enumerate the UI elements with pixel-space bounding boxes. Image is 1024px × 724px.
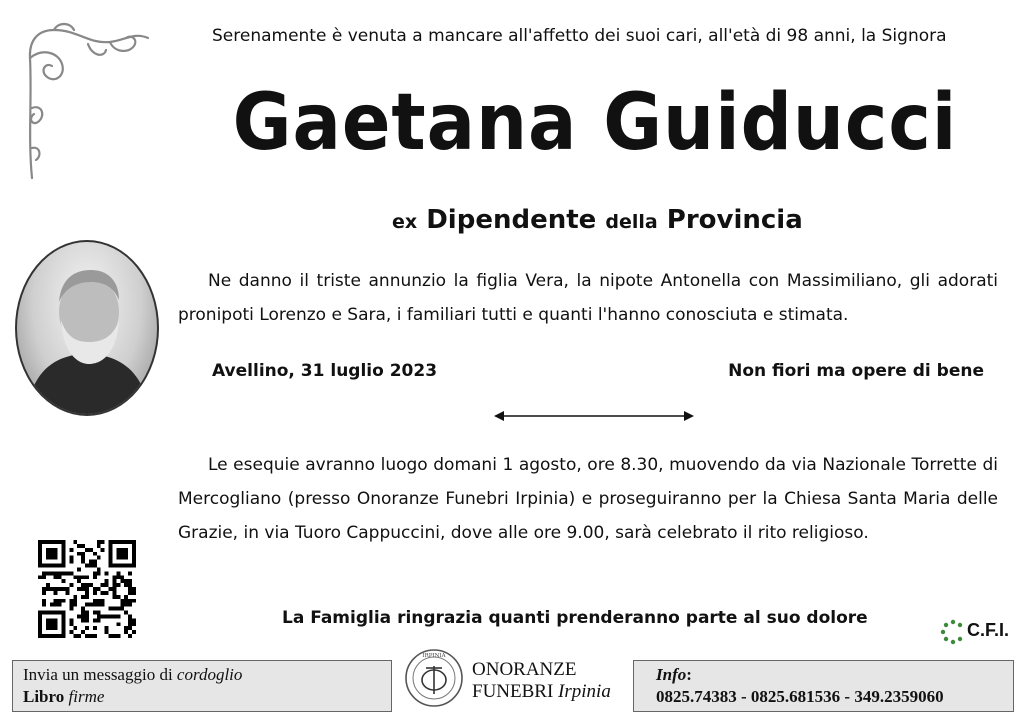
flowers-note: Non fiori ma opere di bene xyxy=(728,361,984,381)
cfi-logo xyxy=(940,617,1020,649)
phone-numbers[interactable]: 0825.74383 - 0825.681536 - 349.2359060 xyxy=(656,687,944,706)
cfi-label: C.F.I. xyxy=(967,620,1010,640)
subtitle xyxy=(392,205,803,235)
condolence-box[interactable] xyxy=(12,660,392,712)
seal-text: IRPINIA xyxy=(422,653,446,659)
info-label: Info: xyxy=(656,665,692,684)
portrait-figure xyxy=(17,242,157,414)
subtitle-ex: ex xyxy=(392,211,418,233)
intro-text: Serenamente è venuta a mancare all'affetto dei suoi cari, all'età di 98 anni, la Signora xyxy=(212,26,947,46)
condolence-message-link[interactable]: Invia un messaggio di cordoglio xyxy=(23,665,243,684)
portrait-photo xyxy=(15,240,159,416)
info-box xyxy=(633,660,1014,712)
divider-arrow xyxy=(492,406,696,426)
guestbook-link[interactable]: Libro firme xyxy=(23,687,105,706)
funeral-paragraph: Le esequie avranno luogo domani 1 agosto, ore 8.30, muovendo da via Nazionale Torrette di Mercogliano (presso Onoranze Funebri Irpinia) e proseguiranno per la Chiesa Santa Maria delle Grazie, in via Tuoro Cappuccini, dove alle ore 9.00, sarà celebrato il rito religioso. xyxy=(178,455,998,543)
thanks-text: La Famiglia ringrazia quanti prenderanno parte al suo dolore xyxy=(282,608,868,628)
funeral-home-name: ONORANZE FUNEBRI Irpinia xyxy=(472,659,611,702)
place-date: Avellino, 31 luglio 2023 xyxy=(212,361,438,381)
cfi-dots-icon xyxy=(940,619,966,645)
subtitle-della: della xyxy=(605,211,658,233)
deceased-name: Gaetana Guiducci xyxy=(232,78,958,168)
announcement-paragraph: Ne danno il triste annunzio la figlia Vera, la nipote Antonella con Massimiliano, gli adorati pronipoti Lorenzo e Sara, i familiari tutti e quanti l'hanno conosciuta e stimata. xyxy=(178,271,998,325)
funeral-home-seal-icon xyxy=(404,648,464,708)
subtitle-provincia: Provincia xyxy=(666,205,803,235)
subtitle-dipendente: Dipendente xyxy=(426,205,597,235)
qr-code[interactable] xyxy=(38,540,136,638)
